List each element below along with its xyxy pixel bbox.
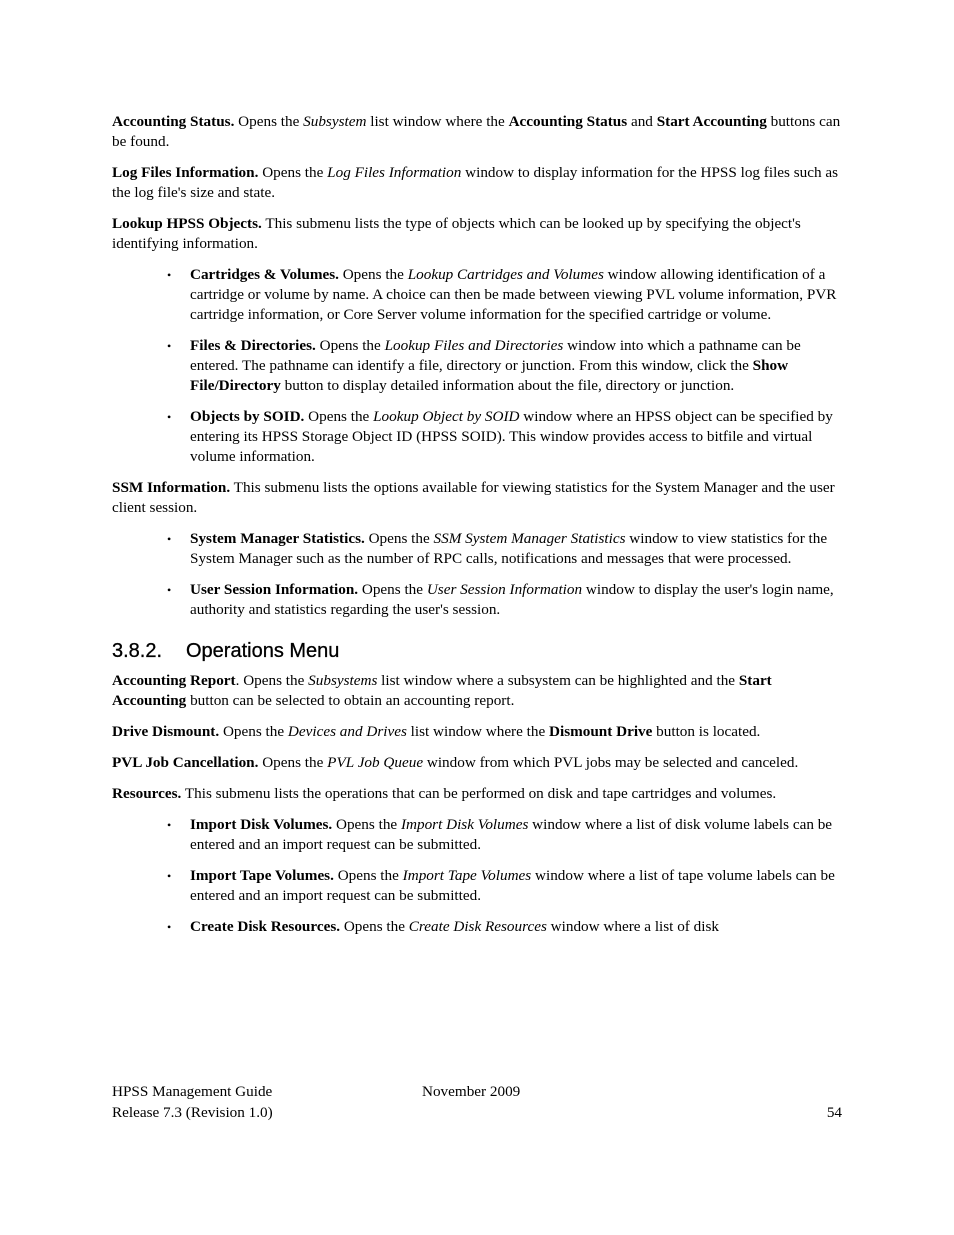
text-run: This submenu lists the operations that can be performed on disk and tape cartridges and volumes. [181, 785, 777, 802]
bullet-item [167, 265, 844, 325]
bullet-item [167, 407, 844, 467]
text-run: list window where the [366, 113, 509, 130]
window-name: Import Tape Volumes [402, 867, 532, 884]
text-run: Opens the [258, 164, 328, 181]
text-run: This submenu lists the options available for viewing statistics for the System Manager and the user client session. [112, 479, 835, 516]
window-name: User Session Information [426, 581, 583, 598]
window-name: Lookup Files and Directories [384, 337, 564, 354]
text-run: Opens the [234, 113, 304, 130]
bullet-icon: • [167, 339, 172, 353]
text-run: and [627, 113, 657, 130]
bold-term: Drive Dismount. [112, 723, 220, 740]
bold-term: Accounting Status [508, 113, 628, 130]
bullet-icon: • [167, 869, 172, 883]
bold-term: Lookup HPSS Objects. [112, 215, 262, 232]
section-number: 3.8.2. [112, 640, 163, 662]
window-name: Create Disk Resources [408, 918, 547, 935]
window-name: Import Disk Volumes [400, 816, 529, 833]
text-run: Opens the [338, 266, 408, 283]
text-run: window to view statistics for the System Manager such as the number of RPC calls, notifications and messages that were processed. [190, 530, 828, 567]
text-run: window into which a pathname can be entered. The pathname can identify a file, directory or junction. From this window, click the [190, 337, 801, 374]
bold-term: PVL Job Cancellation. [112, 754, 259, 771]
text-run: Opens the [358, 581, 427, 598]
text-run: window where an HPSS object can be specified by entering its HPSS Storage Object ID (HPSS SOID). This window provides access to bitfile and virtual volume information. [190, 408, 833, 465]
bold-term: SSM Information. [112, 479, 231, 496]
text-run: list window where the [406, 723, 550, 740]
bullet-item [167, 917, 844, 937]
text-run: Opens the [258, 754, 328, 771]
bold-term: Import Tape Volumes. [190, 867, 334, 884]
bullet-icon: • [167, 818, 172, 832]
bullet-item [167, 815, 844, 855]
window-name: Lookup Object by SOID [373, 408, 520, 425]
text-run: . Opens the [235, 672, 309, 689]
bold-term: Import Disk Volumes. [190, 816, 333, 833]
text-run: window where a list of tape volume labels can be entered and an import request can be submitted. [190, 867, 835, 904]
page-footer [112, 1082, 842, 1124]
bold-term: Show File/Directory [190, 357, 789, 394]
bullet-item [167, 336, 844, 396]
footer-guide-title: HPSS Management Guide [112, 1083, 273, 1100]
paragraph [112, 784, 844, 804]
bullet-item [167, 529, 844, 569]
window-name: Subsystems [308, 672, 378, 689]
bold-term: User Session Information. [190, 581, 359, 598]
text-run: Opens the [332, 816, 401, 833]
bullet-icon: • [167, 583, 172, 597]
bullet-item [167, 866, 844, 906]
footer-date: November 2009 [422, 1083, 521, 1100]
text-run: window to display information for the HPSS log files such as the log file's size and state. [112, 164, 839, 201]
bullet-icon: • [167, 532, 172, 546]
footer-row-1 [112, 1082, 842, 1103]
bold-term: Objects by SOID. [190, 408, 305, 425]
text-run: Opens the [364, 530, 434, 547]
bold-term: Cartridges & Volumes. [190, 266, 339, 283]
text-run: window where a list of disk volume labels can be entered and an import request can be submitted. [190, 816, 833, 853]
paragraph [112, 671, 844, 711]
text-run: button to display detailed information about the file, directory or junction. [280, 377, 735, 394]
text-run: Opens the [333, 867, 403, 884]
bullet-icon: • [167, 410, 172, 424]
bold-term: Files & Directories. [190, 337, 316, 354]
paragraph [112, 163, 844, 203]
bold-term: Resources. [112, 785, 182, 802]
text-run: button is located. [652, 723, 761, 740]
text-run: Opens the [219, 723, 288, 740]
paragraph [112, 722, 844, 742]
bold-term: Start Accounting [656, 113, 767, 130]
text-run: window from which PVL jobs may be selected and canceled. [423, 754, 799, 771]
window-name: PVL Job Queue [327, 754, 424, 771]
text-run: window allowing identification of a cartridge or volume by name. A choice can then be made between viewing PVL volume information, PVR cartridge information, or Core Server volume information for the specified cartridge or volume. [190, 266, 837, 323]
text-run: Opens the [315, 337, 385, 354]
bold-term: Start Accounting [112, 672, 772, 709]
window-name: Log Files Information [327, 164, 462, 181]
bullet-icon: • [167, 920, 172, 934]
text-run: window to display the user's login name, authority and statistics regarding the user's session. [190, 581, 834, 618]
window-name: SSM System Manager Statistics [433, 530, 626, 547]
text-run: This submenu lists the type of objects which can be looked up by specifying the object's identifying information. [112, 215, 801, 252]
page-body [112, 112, 844, 948]
bold-term: System Manager Statistics. [190, 530, 365, 547]
bold-term: Accounting Report [112, 672, 236, 689]
bullet-icon: • [167, 268, 172, 282]
bullet-item [167, 580, 844, 620]
window-name: Lookup Cartridges and Volumes [407, 266, 604, 283]
window-name: Subsystem [303, 113, 367, 130]
footer-row-2 [112, 1103, 842, 1124]
paragraph [112, 478, 844, 518]
text-run: buttons can be found. [112, 113, 841, 150]
paragraph [112, 753, 844, 773]
bold-term: Dismount Drive [549, 723, 653, 740]
text-run: list window where a subsystem can be highlighted and the [377, 672, 739, 689]
document-content [112, 112, 844, 937]
bold-term: Accounting Status. [112, 113, 235, 130]
text-run: Opens the [304, 408, 374, 425]
text-run: button can be selected to obtain an accounting report. [186, 692, 515, 709]
footer-release: Release 7.3 (Revision 1.0) [112, 1104, 273, 1121]
text-run: Opens the [340, 918, 409, 935]
paragraph [112, 214, 844, 254]
bold-term: Create Disk Resources. [190, 918, 341, 935]
section-heading [112, 639, 844, 663]
text-run: window where a list of disk [546, 918, 719, 935]
section-title: Operations Menu [186, 640, 340, 662]
paragraph [112, 112, 844, 152]
window-name: Devices and Drives [287, 723, 407, 740]
footer-page-number: 54 [826, 1104, 842, 1121]
bold-term: Log Files Information. [112, 164, 259, 181]
